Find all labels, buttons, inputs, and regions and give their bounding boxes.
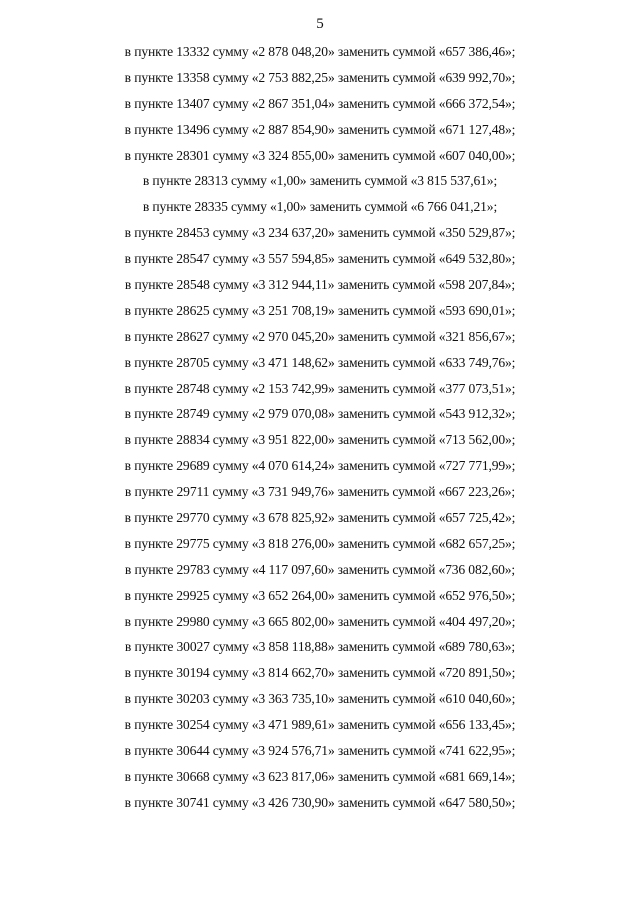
amendment-line: в пункте 29770 сумму «3 678 825,92» заменить суммой «657 725,42»; — [124, 510, 516, 526]
amendment-line: в пункте 28748 сумму «2 153 742,99» заменить суммой «377 073,51»; — [124, 380, 516, 396]
amendment-line: в пункте 13332 сумму «2 878 048,20» заменить суммой «657 386,46»; — [124, 44, 516, 59]
amendment-line: в пункте 29980 сумму «3 665 802,00» заменить суммой «404 497,20»; — [124, 613, 516, 629]
amendment-line: в пункте 28453 сумму «3 234 637,20» заменить суммой «350 529,87»; — [124, 225, 516, 241]
amendment-line: в пункте 30644 сумму «3 924 576,71» заменить суммой «741 622,95»; — [124, 743, 516, 759]
amendment-line: в пункте 29775 сумму «3 818 276,00» заменить суммой «682 657,25»; — [124, 535, 516, 551]
amendment-list — [0, 39, 640, 816]
amendment-line: в пункте 28547 сумму «3 557 594,85» заменить суммой «649 532,80»; — [124, 251, 516, 267]
amendment-line: в пункте 29783 сумму «4 117 097,60» заменить суммой «736 082,60»; — [124, 561, 516, 577]
amendment-line: в пункте 29711 сумму «3 731 949,76» заменить суммой «667 223,26»; — [124, 484, 516, 500]
amendment-line: в пункте 30741 сумму «3 426 730,90» заменить суммой «647 580,50»; — [124, 794, 516, 810]
amendment-line: в пункте 13358 сумму «2 753 882,25» заменить суммой «639 992,70»; — [124, 69, 516, 85]
amendment-line: в пункте 28705 сумму «3 471 148,62» заменить суммой «633 749,76»; — [124, 354, 516, 370]
amendment-line: в пункте 13407 сумму «2 867 351,04» заменить суммой «666 372,54»; — [124, 95, 516, 111]
amendment-line: в пункте 30668 сумму «3 623 817,06» заменить суммой «681 669,14»; — [124, 768, 516, 784]
amendment-line: в пункте 28335 сумму «1,00» заменить суммой «6 766 041,21»; — [142, 199, 498, 215]
amendment-line: в пункте 29925 сумму «3 652 264,00» заменить суммой «652 976,50»; — [124, 587, 516, 603]
amendment-line: в пункте 28627 сумму «2 970 045,20» заменить суммой «321 856,67»; — [124, 328, 516, 344]
amendment-line: в пункте 30203 сумму «3 363 735,10» заменить суммой «610 040,60»; — [124, 691, 516, 707]
amendment-line: в пункте 28834 сумму «3 951 822,00» заменить суммой «713 562,00»; — [124, 432, 516, 448]
amendment-line: в пункте 28625 сумму «3 251 708,19» заменить суммой «593 690,01»; — [124, 302, 516, 318]
page-number: 5 — [316, 16, 324, 32]
amendment-line: в пункте 13496 сумму «2 887 854,90» заменить суммой «671 127,48»; — [124, 121, 516, 137]
amendment-line: в пункте 28548 сумму «3 312 944,11» заменить суммой «598 207,84»; — [124, 277, 516, 293]
amendment-line: в пункте 30027 сумму «3 858 118,88» заменить суммой «689 780,63»; — [124, 639, 516, 655]
amendment-line: в пункте 28749 сумму «2 979 070,08» заменить суммой «543 912,32»; — [124, 406, 516, 422]
amendment-line: в пункте 30194 сумму «3 814 662,70» заменить суммой «720 891,50»; — [124, 665, 516, 681]
amendment-line: в пункте 28301 сумму «3 324 855,00» заменить суммой «607 040,00»; — [124, 147, 516, 163]
amendment-line: в пункте 29689 сумму «4 070 614,24» заменить суммой «727 771,99»; — [124, 458, 516, 474]
amendment-line: в пункте 28313 сумму «1,00» заменить суммой «3 815 537,61»; — [142, 173, 498, 189]
amendment-line: в пункте 30254 сумму «3 471 989,61» заменить суммой «656 133,45»; — [124, 717, 516, 733]
